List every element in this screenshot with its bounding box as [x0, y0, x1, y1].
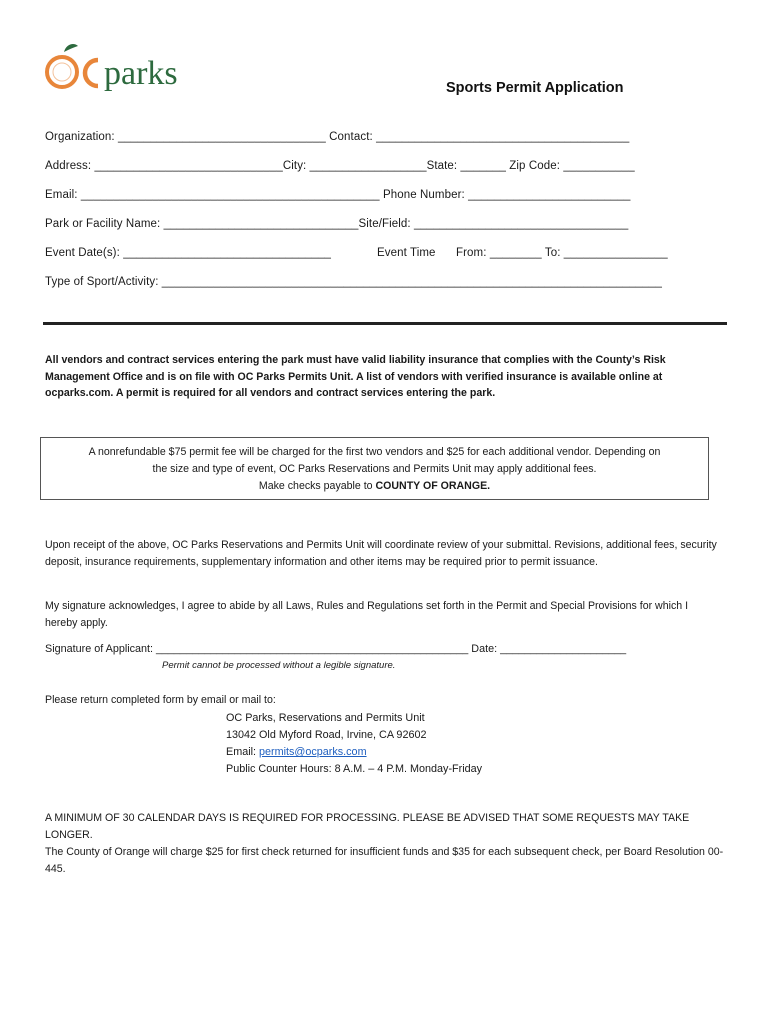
fee-info-box: [40, 437, 709, 500]
address-city-state-zip-field[interactable]: Address: _____________________________City: __________________State: _______ Zip Code: ___________: [45, 160, 635, 172]
ocparks-logo: [42, 42, 212, 100]
fee-line-1: A nonrefundable $75 permit fee will be charged for the first two vendors and $25 for each additional vendor. Depending on: [88, 446, 661, 458]
section-divider: [43, 322, 727, 325]
event-time-from-to-field[interactable]: From: ________ To: ________________: [456, 247, 668, 259]
signature-note: Permit cannot be processed without a legible signature.: [162, 660, 396, 671]
address-line-1: OC Parks, Reservations and Permits Unit: [226, 712, 425, 724]
returned-check-notice: The County of Orange will charge $25 for first check returned for insufficient funds and $35 for each subsequent check, per Board Resolution 00-445.: [45, 846, 724, 875]
email-phone-field[interactable]: Email: ______________________________________________ Phone Number: _________________________: [45, 189, 631, 201]
organization-contact-field[interactable]: Organization: ________________________________ Contact: _______________________________________: [45, 131, 630, 143]
signature-acknowledgement: My signature acknowledges, I agree to abide by all Laws, Rules and Regulations set forth in the Permit and Special Provisions for which I hereby apply.: [45, 600, 689, 629]
email-link[interactable]: permits@ocparks.com: [259, 746, 367, 758]
orange-fruit-icon: [42, 42, 212, 100]
logo-parks-text: parks: [104, 55, 178, 92]
event-time-label: Event Time: [377, 247, 436, 259]
email-label: Email:: [226, 746, 259, 758]
return-intro: Please return completed form by email or mail to:: [45, 694, 276, 706]
insurance-notice: All vendors and contract services entering the park must have valid liability insurance that complies with the County’s Risk Management Office and is on file with OC Parks Permits Unit. A list of vendors with verified insurance is available online at ocparks.com. A permit is required for all vendors and contract services entering the park.: [45, 354, 666, 399]
park-site-field[interactable]: Park or Facility Name: ______________________________Site/Field: _________________________________: [45, 218, 629, 230]
address-line-2: 13042 Old Myford Road, Irvine, CA 92602: [226, 729, 427, 741]
footer-notes: [45, 810, 735, 878]
address-email-row: [226, 744, 482, 761]
mailing-address: [226, 710, 482, 778]
page-title: Sports Permit Application: [446, 80, 624, 96]
fee-line-3: [41, 478, 708, 495]
event-dates-field[interactable]: Event Date(s): ________________________________: [45, 247, 332, 259]
payee-name: COUNTY OF ORANGE.: [375, 480, 491, 492]
review-paragraph: Upon receipt of the above, OC Parks Reservations and Permits Unit will coordinate review of your submittal. Revisions, additional fees, security deposit, insurance requirements, supplementary information and other items may be required prior to permit issuance.: [45, 539, 717, 568]
signature-date-field[interactable]: Signature of Applicant: ____________________________________________________ Date: _____________________: [45, 643, 627, 655]
fee-line-2: the size and type of event, OC Parks Reservations and Permits Unit may apply additional fees.: [152, 463, 597, 475]
counter-hours: Public Counter Hours: 8 A.M. – 4 P.M. Monday-Friday: [226, 763, 483, 775]
processing-notice: A MINIMUM OF 30 CALENDAR DAYS IS REQUIRED FOR PROCESSING. PLEASE BE ADVISED THAT SOME REQUESTS MAY TAKE LONGER.: [45, 812, 690, 841]
sport-activity-field[interactable]: Type of Sport/Activity: _____________________________________________________________________________: [45, 276, 662, 288]
fee-line-3-prefix: Make checks payable to: [258, 480, 376, 492]
